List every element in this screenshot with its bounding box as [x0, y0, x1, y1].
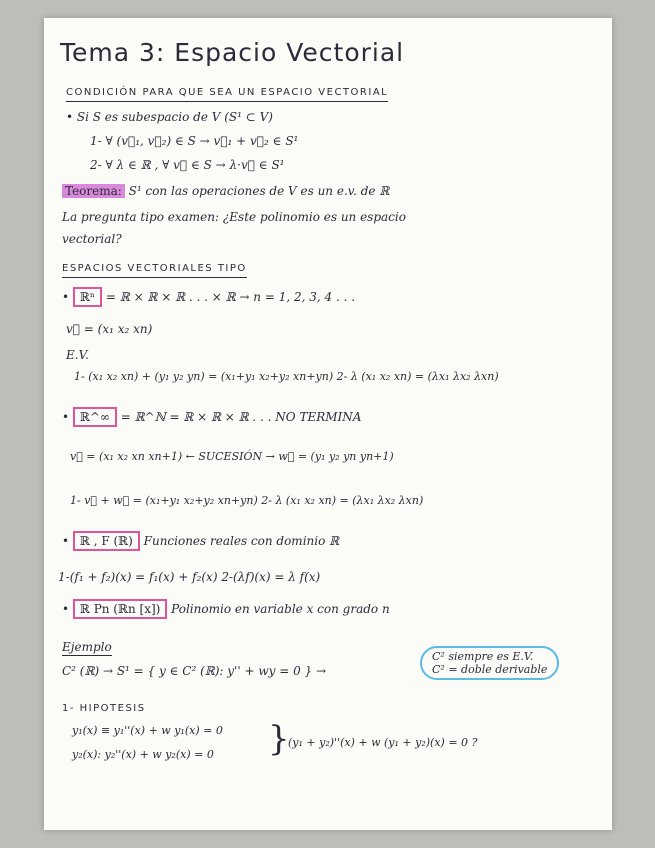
cloud-line-1: C² siempre es E.V.: [432, 650, 534, 663]
sequence-line: v⃗ = (x₁ x₂ xn xn+1) ← SUCESIÓN → w⃗ = (y₁ y₂ yn yn+1): [70, 450, 394, 463]
notebook-page: [44, 18, 612, 830]
polynomial-line: • ℝ Pn (ℝn [x]) Polinomio en variable x con grado n: [62, 602, 390, 616]
right-brace: }: [268, 719, 290, 759]
rinf-definition: • ℝ^∞ = ℝ^ℕ = ℝ × ℝ × ℝ . . . NO TERMINA: [62, 410, 361, 424]
condition-2: 2- ∀ λ ∈ ℝ , ∀ v⃗ ∈ S → λ·v⃗ ∈ S¹: [90, 158, 285, 172]
theorem-text: S¹ con las operaciones de V es un e.v. de ℝ: [128, 184, 390, 198]
rn-definition: • ℝⁿ = ℝ × ℝ × ℝ . . . × ℝ → n = 1, 2, 3, 4 . . .: [62, 290, 355, 304]
function-operations: 1-(f₁ + f₂)(x) = f₁(x) + f₂(x) 2-(λf)(x) = λ f(x): [58, 570, 321, 584]
example-set: C² (ℝ) → S¹ = { y ∈ C² (ℝ): y'' + wy = 0 } →: [62, 664, 327, 678]
functions-box: ℝ , F (ℝ): [73, 531, 140, 551]
page-title: Tema 3: Espacio Vectorial: [60, 38, 405, 67]
polynomial-text: Polinomio en variable x con grado n: [171, 602, 390, 616]
rn-box: ℝⁿ: [73, 287, 102, 307]
vector-v: v⃗ = (x₁ x₂ xn): [66, 322, 153, 336]
hypothesis-heading: 1- HIPOTESIS: [62, 703, 146, 714]
example-heading: Ejemplo: [62, 640, 112, 654]
rinf-text: = ℝ^ℕ = ℝ × ℝ × ℝ . . . NO TERMINA: [120, 410, 362, 424]
exam-question-line-1: La pregunta tipo examen: ¿Este polinomio es un espacio: [62, 210, 406, 224]
polynomial-box: ℝ Pn (ℝn [x]): [73, 599, 167, 619]
ev-label: E.V.: [66, 348, 89, 362]
rn-text: = ℝ × ℝ × ℝ . . . × ℝ → n = 1, 2, 3, 4 . . .: [105, 290, 356, 304]
spaces-heading: ESPACIOS VECTORIALES TIPO: [62, 262, 247, 278]
hypothesis-y2: y₂(x): y₂''(x) + w y₂(x) = 0: [72, 748, 214, 761]
rinf-operations: 1- v⃗ + w⃗ = (x₁+y₁ x₂+y₂ xn+yn) 2- λ (x₁ x₂ xn) = (λx₁ λx₂ λxn): [70, 494, 424, 507]
theorem-highlight: Teorema:: [62, 184, 125, 198]
rn-operations: 1- (x₁ x₂ xn) + (y₁ y₂ yn) = (x₁+y₁ x₂+y₂ xn+yn) 2- λ (x₁ x₂ xn) = (λx₁ λx₂ λxn): [74, 370, 499, 383]
hypothesis-y1: y₁(x) ≡ y₁''(x) + w y₁(x) = 0: [72, 724, 223, 737]
subspace-line: • Si S es subespacio de V (S¹ ⊂ V): [66, 110, 273, 124]
functions-text: Funciones reales con dominio ℝ: [143, 534, 340, 548]
condition-1: 1- ∀ (v⃗₁, v⃗₂) ∈ S → v⃗₁ + v⃗₂ ∈ S¹: [90, 134, 299, 148]
rinf-box: ℝ^∞: [73, 407, 117, 427]
c2-cloud-note: [420, 646, 559, 680]
functions-line: • ℝ , F (ℝ) Funciones reales con dominio ℝ: [62, 534, 339, 548]
theorem-line: [62, 184, 389, 198]
sum-check: (y₁ + y₂)''(x) + w (y₁ + y₂)(x) = 0 ?: [288, 736, 478, 749]
condition-heading: CONDICIÓN PARA QUE SEA UN ESPACIO VECTORIAL: [66, 86, 388, 102]
cloud-line-2: C² = doble derivable: [432, 663, 548, 676]
exam-question-line-2: vectorial?: [62, 232, 122, 246]
